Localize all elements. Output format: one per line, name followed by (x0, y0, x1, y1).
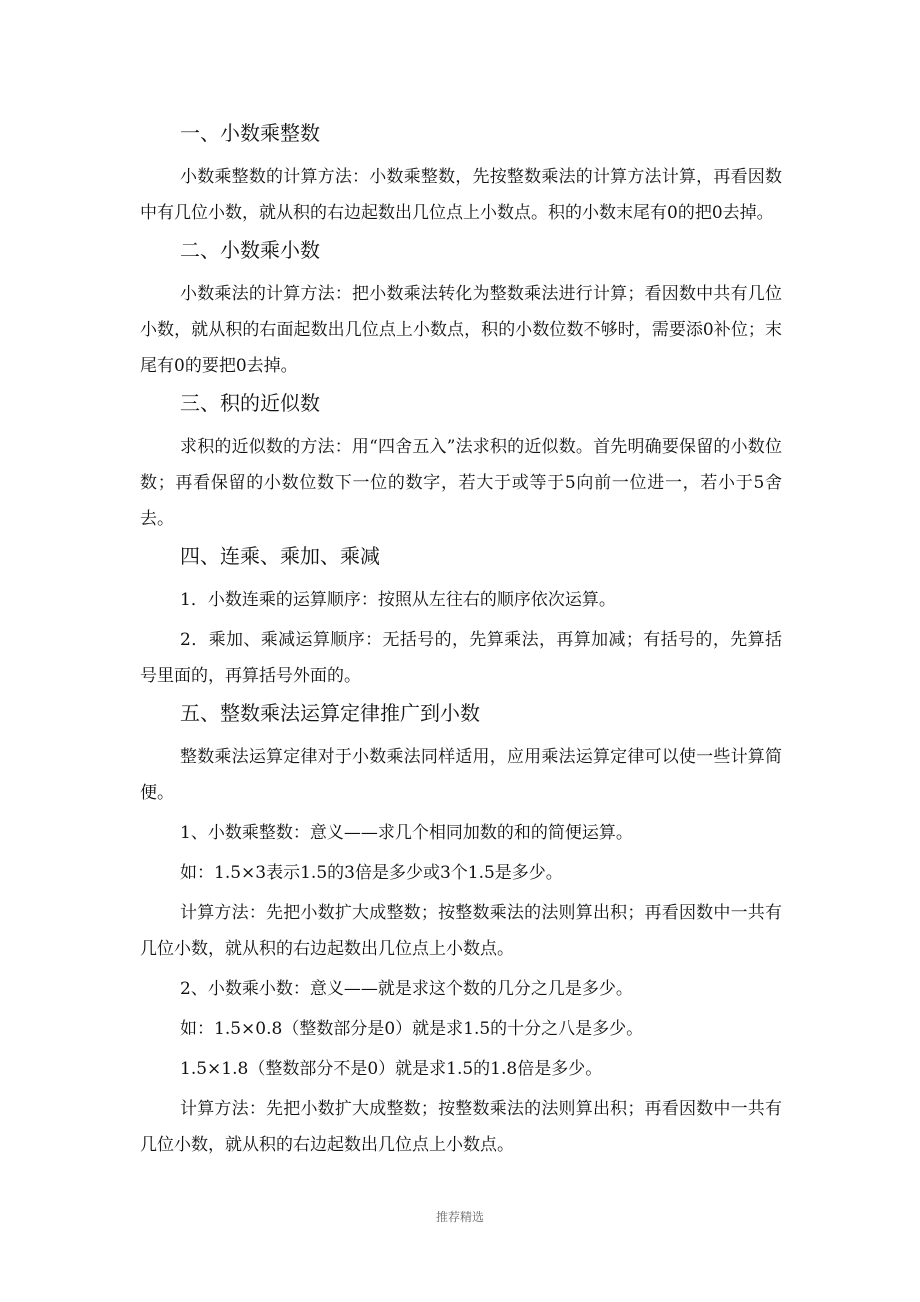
paragraph: 2、小数乘小数：意义——就是求这个数的几分之几是多少。 (180, 979, 633, 999)
page-footer: 推荐精选 (435, 1210, 484, 1224)
paragraph: 2．乘加、乘减运算顺序：无括号的，先算乘法，再算加减；有括号的，先算括号里面的，再算括号外面的。 (140, 630, 782, 686)
paragraph: 1、小数乘整数：意义——求几个相同加数的和的简便运算。 (180, 823, 633, 843)
paragraph: 小数乘法的计算方法：把小数乘法转化为整数乘法进行计算；看因数中共有几位小数，就从积的右面起数出几位点上小数点，积的小数位数不够时，需要添0补位；末尾有0的要把0去掉。 (140, 284, 782, 376)
paragraph: 1.5×1.8（整数部分不是0）就是求1.5的1.8倍是多少。 (180, 1059, 603, 1079)
paragraph: 计算方法：先把小数扩大成整数；按整数乘法的法则算出积；再看因数中一共有几位小数，就从积的右边起数出几位点上小数点。 (140, 903, 782, 959)
paragraph: 整数乘法运算定律对于小数乘法同样适用，应用乘法运算定律可以使一些计算简便。 (140, 747, 782, 803)
section-heading-3: 三、积的近似数 (180, 391, 320, 415)
paragraph: 求积的近似数的方法：用“四舍五入”法求积的近似数。首先明确要保留的小数位数；再看保留的小数位数下一位的数字，若大于或等于5向前一位进一，若小于5舍去。 (140, 437, 782, 529)
section-heading-4: 四、连乘、乘加、乘减 (180, 544, 380, 568)
paragraph: 小数乘整数的计算方法：小数乘整数，先按整数乘法的计算方法计算，再看因数中有几位小数，就从积的右边起数出几位点上小数点。积的小数末尾有0的把0去掉。 (140, 167, 782, 223)
paragraph: 如：1.5×0.8（整数部分是0）就是求1.5的十分之八是多少。 (180, 1019, 644, 1039)
section-heading-2: 二、小数乘小数 (180, 238, 320, 262)
paragraph: 计算方法：先把小数扩大成整数；按整数乘法的法则算出积；再看因数中一共有几位小数，就从积的右边起数出几位点上小数点。 (140, 1099, 782, 1155)
section-heading-5: 五、整数乘法运算定律推广到小数 (180, 701, 480, 725)
paragraph: 如：1.5×3表示1.5的3倍是多少或3个1.5是多少。 (180, 863, 563, 883)
section-heading-1: 一、小数乘整数 (180, 121, 320, 145)
paragraph: 1．小数连乘的运算顺序：按照从左往右的顺序依次运算。 (180, 590, 616, 610)
document-body (140, 118, 782, 1167)
